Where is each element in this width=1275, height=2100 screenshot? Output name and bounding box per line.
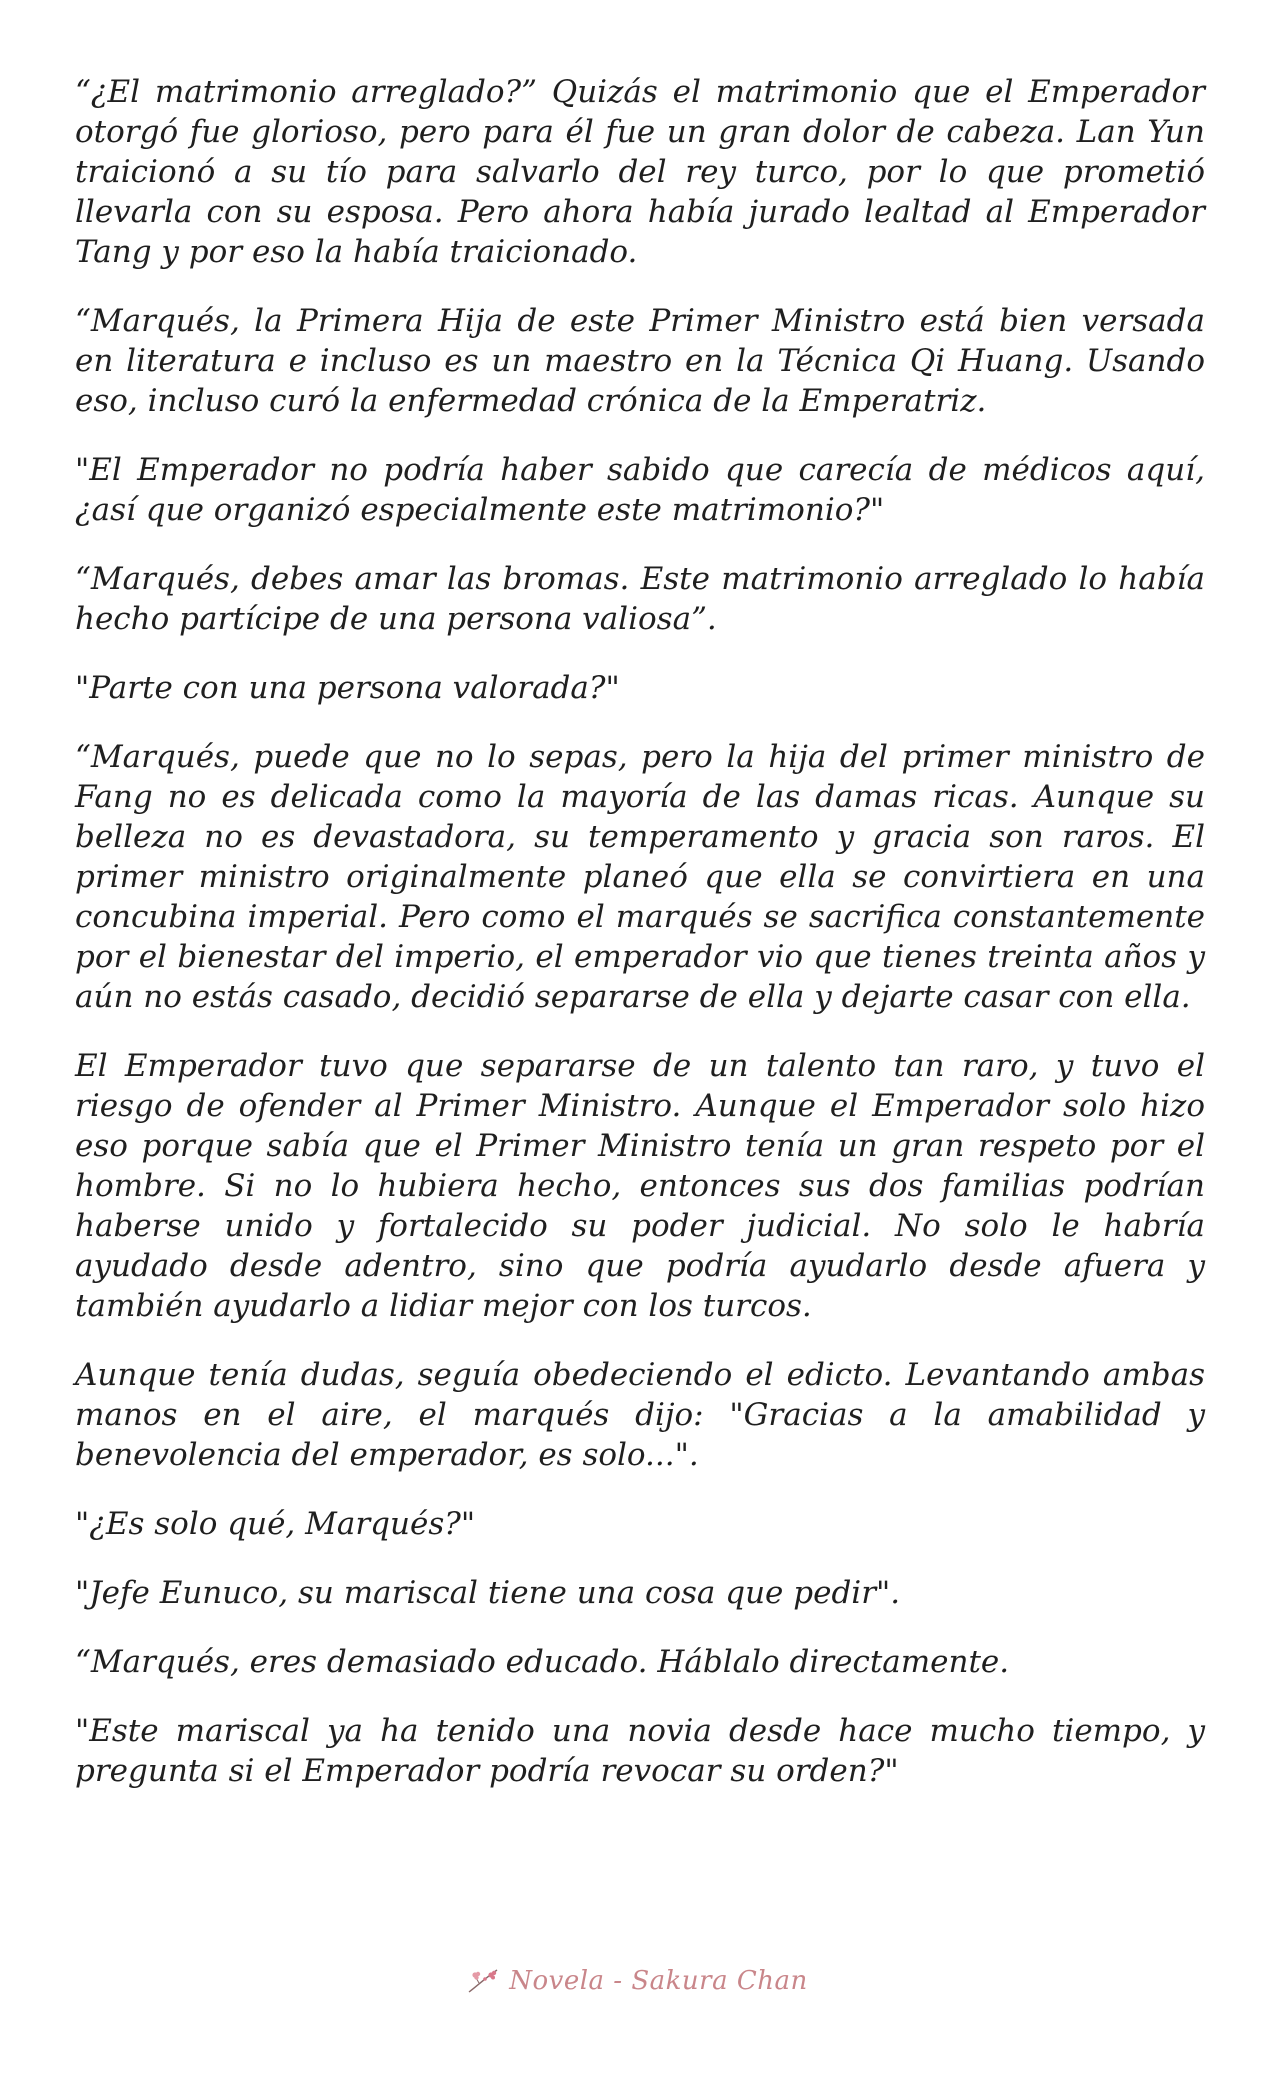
paragraph-7: El Emperador tuvo que separarse de un talento tan raro, y tuvo el riesgo de ofender al Primer Ministro. Aunque el Emperador solo hizo eso porque sabía que el Primer Ministro tenía un gran respeto por el hombre. Si no lo hubiera hecho, entonces sus dos familias podrían haberse unido y fortalecido su poder judicial. No solo le habría ayudado desde adentro, sino que podría ayudarlo desde afuera y también ayudarlo a lidiar mejor con los turcos. [75,1048,1205,1324]
paragraph-4: “Marqués, debes amar las bromas. Este matrimonio arreglado lo había hecho partícipe de una persona valiosa”. [75,561,1205,637]
body-text [75,72,1205,1820]
paragraph-2: “Marqués, la Primera Hija de este Primer Ministro está bien versada en literatura e incluso es un maestro en la Técnica Qi Huang. Usando eso, incluso curó la enfermedad crónica de la Emperatriz. [75,303,1205,419]
footer-watermark [0,1956,1275,2006]
paragraph-1: “¿El matrimonio arreglado?” Quizás el matrimonio que el Emperador otorgó fue glorioso, pero para él fue un gran dolor de cabeza. Lan Yun traicionó a su tío para salvarlo del rey turco, por lo que prometió llevarla con su esposa. Pero ahora había jurado lealtad al Emperador Tang y por eso la había traicionado. [75,74,1205,270]
sakura-blossom-icon [467,1966,501,1996]
paragraph-8: Aunque tenía dudas, seguía obedeciendo el edicto. Levantando ambas manos en el aire, el marqués dijo: "Gracias a la amabilidad y benevolencia del emperador, es solo...". [75,1357,1205,1473]
watermark-text: Novela - Sakura Chan [509,1966,808,1996]
paragraph-5: "Parte con una persona valorada?" [75,670,620,706]
paragraph-12: "Este mariscal ya ha tenido una novia desde hace mucho tiempo, y pregunta si el Emperador podría revocar su orden?" [75,1713,1205,1789]
paragraph-9: "¿Es solo qué, Marqués?" [75,1506,476,1542]
paragraph-10: "Jefe Eunuco, su mariscal tiene una cosa que pedir". [75,1575,901,1611]
paragraph-6: “Marqués, puede que no lo sepas, pero la hija del primer ministro de Fang no es delicada como la mayoría de las damas ricas. Aunque su belleza no es devastadora, su temperamento y gracia son raros. El primer ministro originalmente planeó que ella se convirtiera en una concubina imperial. Pero como el marqués se sacrifica constantemente por el bienestar del imperio, el emperador vio que tienes treinta años y aún no estás casado, decidió separarse de ella y dejarte casar con ella. [75,739,1205,1015]
paragraph-3: "El Emperador no podría haber sabido que carecía de médicos aquí, ¿así que organizó especialmente este matrimonio?" [75,452,1205,528]
watermark [467,1966,808,1996]
paragraph-11: “Marqués, eres demasiado educado. Háblalo directamente. [75,1644,1010,1680]
